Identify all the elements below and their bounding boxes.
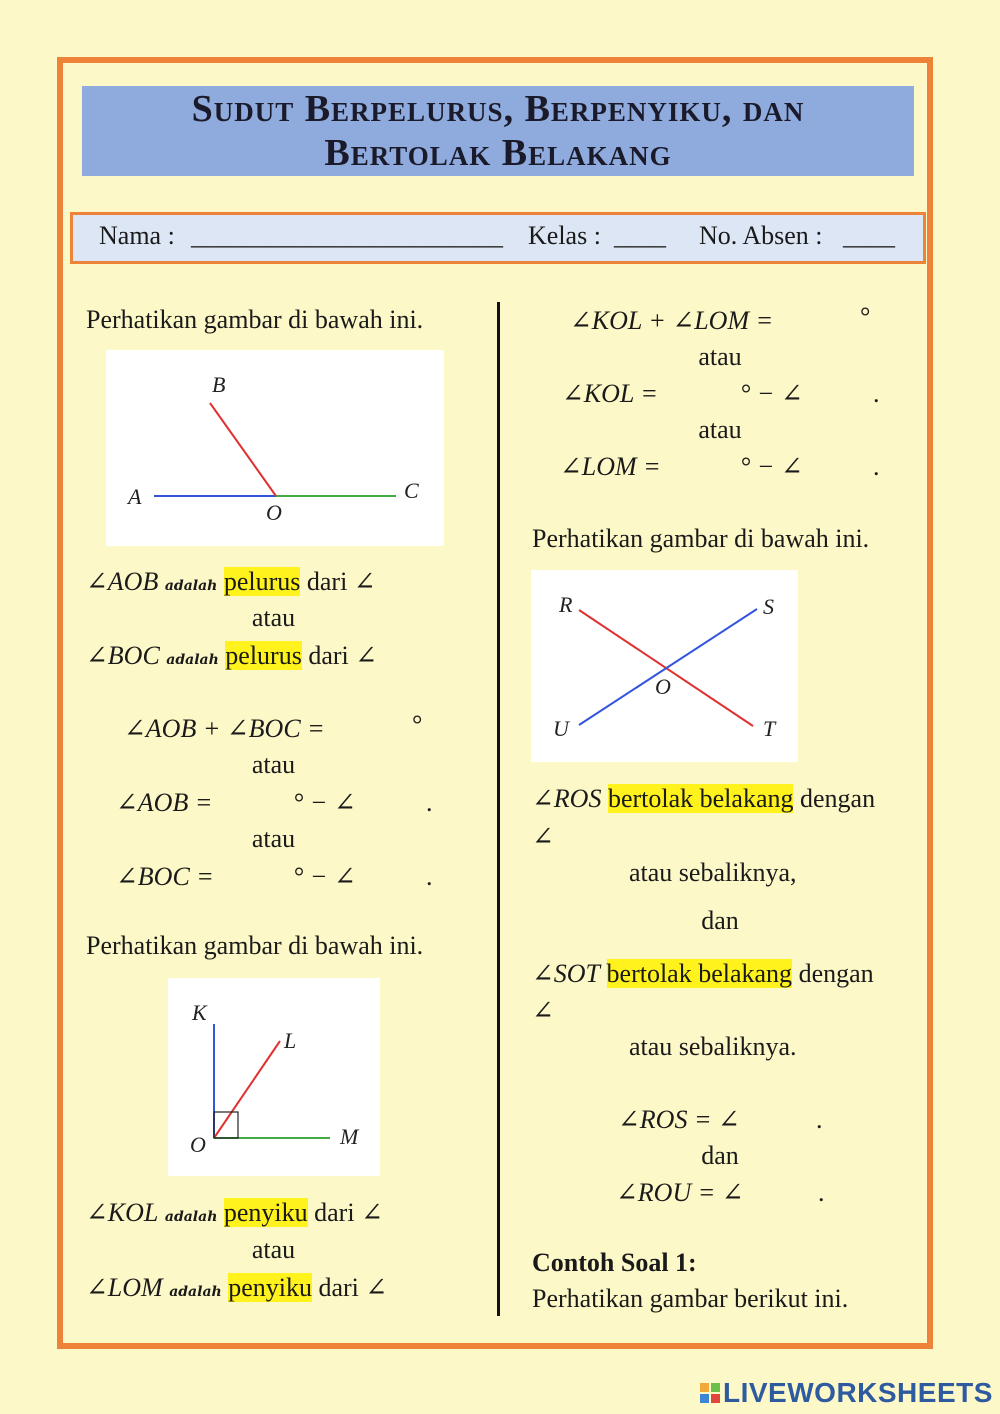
adalah-word: adalah (164, 578, 218, 594)
atau-text: atau (251, 824, 296, 853)
atau-text: atau (698, 342, 742, 371)
column-divider (497, 302, 500, 1316)
label-o: O (266, 500, 282, 525)
equation-ros: ∠ROS = ∠ (618, 1105, 740, 1134)
angle-boc: ∠BOC (86, 641, 160, 670)
figure-right-angle (168, 978, 380, 1176)
label-t: T (763, 716, 776, 741)
label-o: O (655, 674, 671, 699)
angle-symbol: ∠ (532, 822, 554, 851)
absen-field[interactable]: ____ (843, 221, 895, 250)
figure-straight-angle (106, 350, 444, 546)
dengan-text: dengan (799, 784, 876, 813)
label-s: S (763, 594, 774, 619)
equation-kol-lom: ∠KOL + ∠LOM = (570, 306, 774, 335)
absen-label: No. Absen : (699, 221, 823, 250)
title-line-1: Sudut Berpelurus, Berpenyiku, dan (191, 88, 805, 130)
intro-text-1: Perhatikan gambar di bawah ini. (86, 305, 424, 334)
label-c: C (404, 478, 419, 503)
nama-label: Nama : (99, 221, 175, 250)
period: . (426, 788, 433, 817)
highlight-penyiku: penyiku (223, 1198, 308, 1227)
kelas-field[interactable]: ____ (614, 221, 666, 250)
period: . (816, 1105, 823, 1134)
atau-text: atau (251, 750, 296, 779)
angle-lom: ∠LOM (86, 1273, 163, 1302)
contoh-soal-heading: Contoh Soal 1: (532, 1248, 697, 1277)
figure-vertical-angles (531, 570, 798, 762)
label-m: M (340, 1124, 359, 1149)
highlight-pelurus: pelurus (223, 567, 301, 596)
equation-lom: ∠LOM = (560, 452, 661, 481)
dan-text: dan (701, 906, 739, 935)
dari-text: dari ∠ (306, 567, 376, 596)
nama-field[interactable]: ________________________ (191, 221, 503, 250)
atau-text: atau (251, 603, 296, 632)
angle-aob: ∠AOB (86, 567, 159, 596)
label-r: R (559, 592, 573, 617)
highlight-bertolak-belakang: bertolak belakang (607, 784, 794, 813)
line-us (579, 609, 757, 725)
angle-kol: ∠KOL (86, 1198, 159, 1227)
statement-boc (86, 641, 377, 675)
equation-aob-minus: ° − ∠ (293, 788, 356, 817)
period: . (426, 862, 433, 891)
brand-text: LIVEWORKSHEETS (723, 1377, 993, 1408)
sebaliknya-text: atau sebaliknya. (629, 1032, 797, 1061)
contoh-soal-text: Perhatikan gambar berikut ini. (532, 1284, 849, 1313)
atau-text: atau (251, 1235, 296, 1264)
highlight-penyiku: penyiku (228, 1273, 312, 1302)
statement-kol (86, 1198, 383, 1232)
dan-text: dan (701, 1141, 739, 1170)
dengan-text: dengan (798, 959, 874, 988)
highlight-bertolak-belakang: bertolak belakang (606, 959, 793, 988)
dari-text: dari ∠ (308, 641, 378, 670)
statement-sot (532, 959, 874, 989)
period: . (818, 1178, 825, 1207)
adalah-word: adalah (164, 1209, 218, 1225)
title-banner (82, 86, 914, 176)
equation-aob: ∠AOB = (116, 788, 213, 817)
intro-text-2: Perhatikan gambar di bawah ini. (86, 931, 424, 960)
label-o: O (190, 1132, 206, 1157)
adalah-word: adalah (169, 1284, 222, 1300)
equation-rou: ∠ROU = ∠ (616, 1178, 744, 1207)
angle-sot: ∠SOT (532, 959, 601, 988)
angle-symbol: ∠ (532, 996, 554, 1025)
sebaliknya-text: atau sebaliknya, (629, 858, 797, 887)
dari-text: dari ∠ (318, 1273, 388, 1302)
label-a: A (128, 484, 142, 509)
equation-kol-minus: ° − ∠ (740, 379, 803, 408)
adalah-word: adalah (166, 652, 219, 668)
label-b: B (212, 372, 226, 397)
intro-text-3: Perhatikan gambar di bawah ini. (532, 524, 870, 553)
label-k: K (192, 1000, 207, 1025)
period: . (873, 452, 880, 481)
angle-ros: ∠ROS (532, 784, 602, 813)
ray-ol (214, 1041, 280, 1138)
liveworksheets-brand (700, 1378, 993, 1408)
statement-lom (86, 1273, 387, 1307)
student-identity-box (70, 212, 926, 264)
label-u: U (553, 716, 569, 741)
atau-text: atau (698, 415, 742, 444)
period: . (873, 379, 880, 408)
title-line-2: Bertolak Belakang (324, 132, 672, 174)
highlight-pelurus: pelurus (225, 641, 302, 670)
equation-aob-boc: ∠AOB + ∠BOC = (124, 714, 325, 743)
liveworksheets-logo-icon (700, 1383, 720, 1403)
ray-ob (210, 403, 276, 496)
equation-boc: ∠BOC = (116, 862, 214, 891)
kelas-label: Kelas : (528, 221, 601, 250)
degree-sign: ° (412, 710, 423, 739)
label-l: L (284, 1028, 297, 1053)
statement-aob (86, 567, 376, 601)
equation-kol: ∠KOL = (562, 379, 658, 408)
dari-text: dari ∠ (314, 1198, 383, 1227)
statement-ros (532, 784, 875, 814)
equation-boc-minus: ° − ∠ (293, 862, 356, 891)
degree-sign: ° (860, 302, 871, 331)
equation-lom-minus: ° − ∠ (740, 452, 803, 481)
